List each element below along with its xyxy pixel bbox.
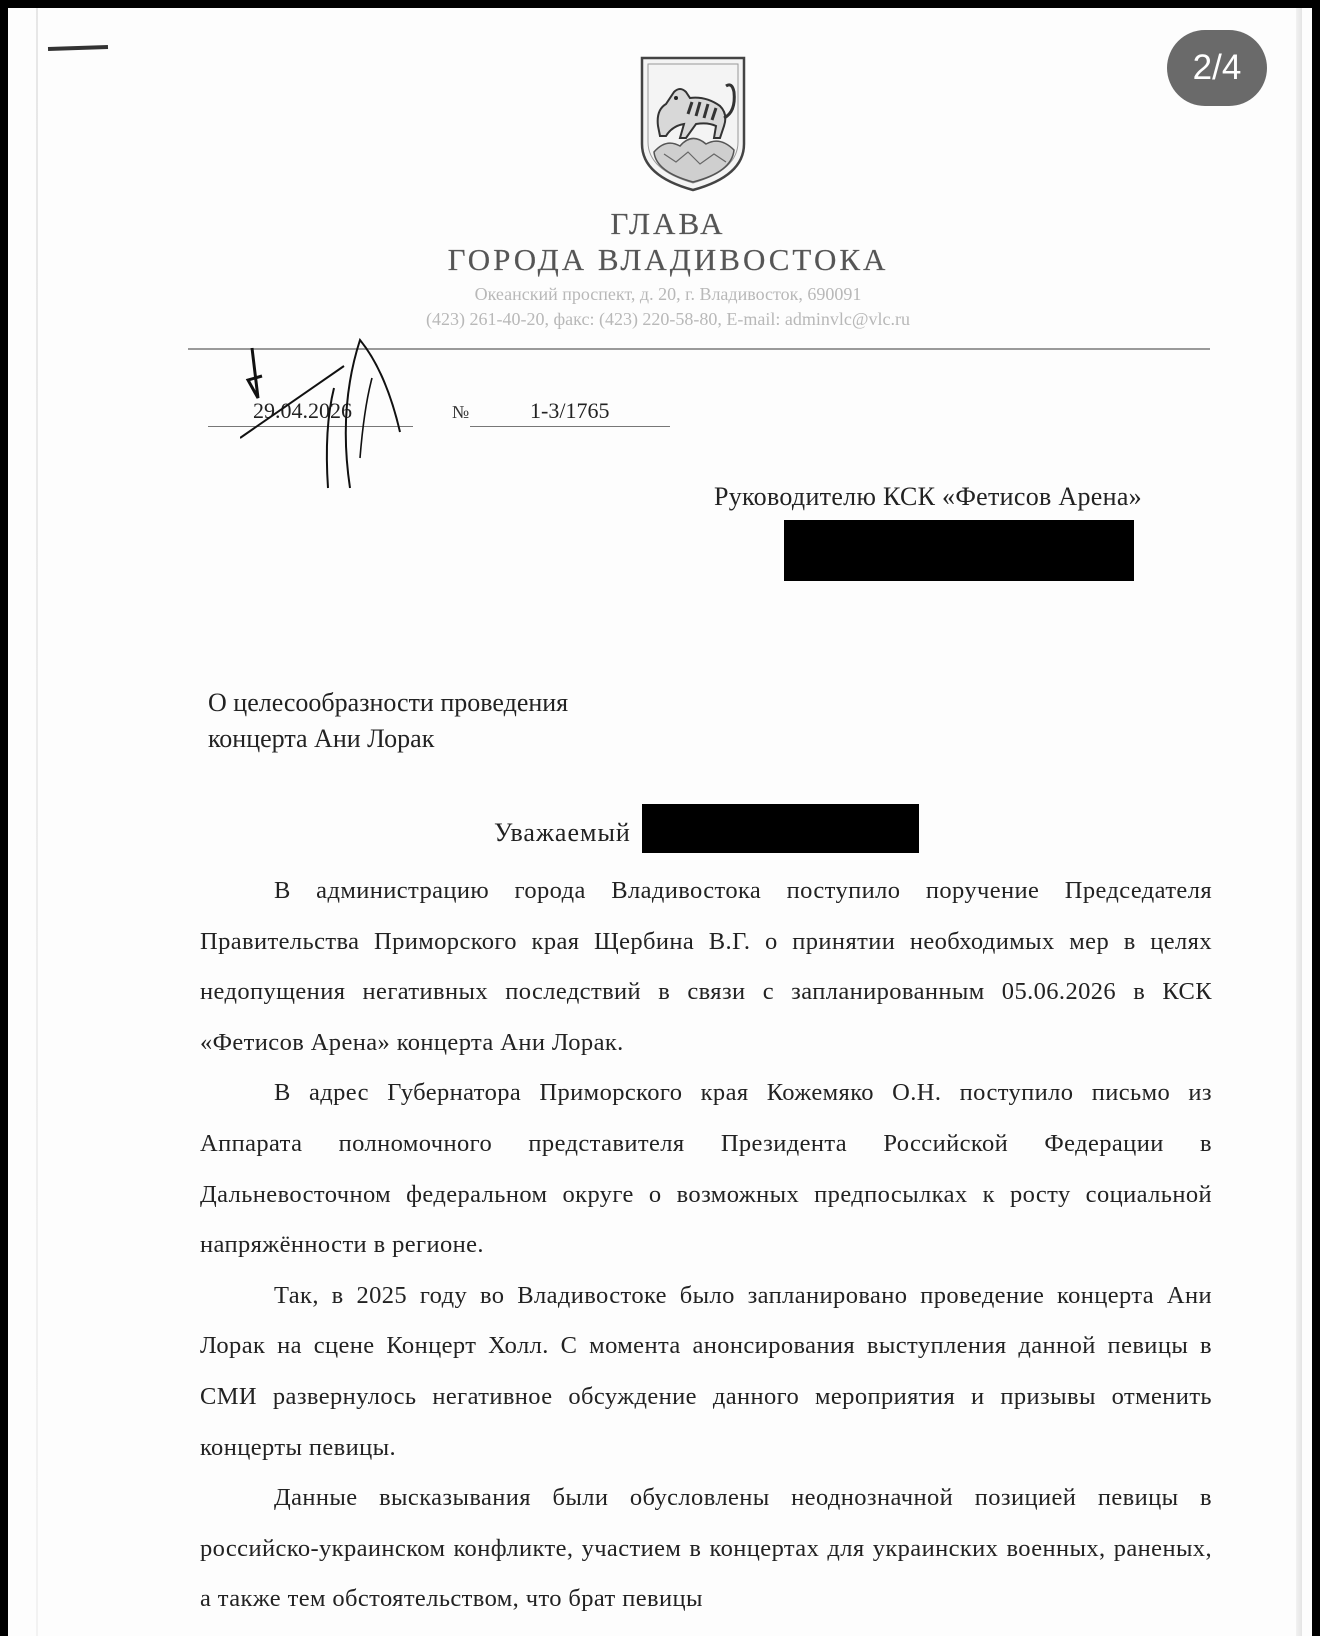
body-paragraph-1: В администрацию города Владивостока поступило поручение Председателя Правительства Приморского края Щербина В.Г. о принятии необходимых мер в целях недопущения негативных последствий в связи с запланированным 05.06.2026 в КСК «Фетисов Арена» концерта Ани Лорак. [200, 877, 1212, 1056]
letterhead-title: ГЛАВА [610, 206, 726, 241]
page-counter-badge: 2/4 [1167, 30, 1267, 106]
letterhead-address: Океанский проспект, д. 20, г. Владивосток, 690091 [474, 284, 862, 304]
corner-pen-mark [48, 45, 108, 51]
body-paragraph-4: Данные высказывания были обусловлены неоднозначной позицией певицы в российско-украинском конфликте, участием в концертах для украинских военных, раненых, а также тем обстоятельством, что брат певицы [200, 1484, 1212, 1613]
body-paragraph-2: В адрес Губернатора Приморского края Кожемяко О.Н. поступило письмо из Аппарата полномочного представителя Президента Российской Федерации в Дальневосточном федеральном округе о возможных предпосылках к росту социальной напряжённости в регионе. [200, 1079, 1212, 1259]
registration-number-underline [470, 426, 670, 427]
redaction-block-addressee [784, 520, 1134, 581]
letter-body [200, 866, 1212, 1625]
salutation: Уважаемый [494, 818, 631, 847]
registration-number-sign: № [452, 402, 470, 422]
registration-number: 1-3/1765 [530, 398, 610, 423]
letterhead-contacts: (423) 261-40-20, факс: (423) 220-58-80, E-mail: adminvlc@vlc.ru [426, 309, 910, 329]
registration-date-underline [208, 426, 413, 427]
subject-line-2: концерта Ани Лорак [208, 724, 435, 753]
subject-block [208, 685, 568, 757]
redaction-block-salutation [642, 804, 919, 853]
document-page [8, 8, 1312, 1636]
coat-of-arms-icon [636, 52, 750, 194]
registration-date: 29.04.2026 [253, 398, 352, 423]
subject-line-1: О целесообразности проведения [208, 688, 569, 717]
addressee-line: Руководителю КСК «Фетисов Арена» [714, 482, 1142, 511]
letterhead-subtitle: ГОРОДА ВЛАДИВОСТОКА [447, 242, 889, 277]
body-paragraph-3: Так, в 2025 году во Владивостоке было запланировано проведение концерта Ани Лорак на сцене Концерт Холл. С момента анонсирования выступления данной певицы в СМИ развернулось негативное обсуждение данного мероприятия и призывы отменить концерты певицы. [200, 1281, 1212, 1461]
letterhead-divider [188, 348, 1210, 350]
